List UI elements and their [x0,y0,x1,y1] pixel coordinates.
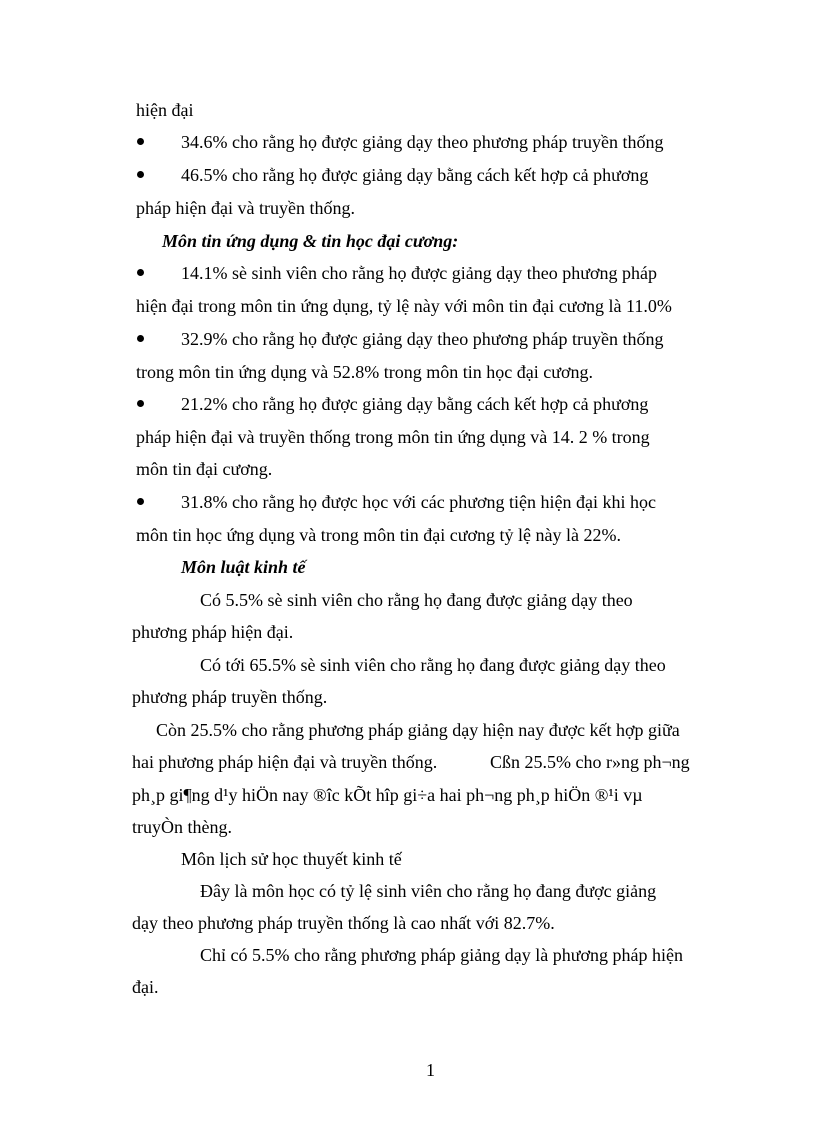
text-line: 32.9% cho rằng họ được giảng dạy theo phương pháp truyền thống [181,329,664,349]
text-line: môn tin học ứng dụng và trong môn tin đại cương tỷ lệ này là 22%. [136,525,621,545]
text-line: 46.5% cho rằng họ được giảng dạy bằng cách kết hợp cả phương [181,165,649,185]
text-line: 31.8% cho rằng họ được học với các phương tiện hiện đại khi học [181,492,656,512]
garbled-text: truyÒn thèng. [132,817,232,837]
text-line: dạy theo phương pháp truyền thống là cao nhất với 82.7%. [132,913,555,933]
bullet-icon [137,335,144,342]
garbled-text: Cßn 25.5% cho r»ng ph¬ng [490,752,690,772]
text-line: pháp hiện đại và truyền thống trong môn tin ứng dụng và 14. 2 % trong [136,427,650,447]
text-line: 21.2% cho rằng họ được giảng dạy bằng cách kết hợp cả phương [181,394,649,414]
section-heading: Môn tin ứng dụng & tin học đại cương: [162,231,459,251]
bullet-icon [137,498,144,505]
text-line: pháp hiện đại và truyền thống. [136,198,355,218]
text-line: hai phương pháp hiện đại và truyền thống. [132,752,438,772]
bullet-icon [137,138,144,145]
text-line: đại. [132,977,159,997]
bullet-icon [137,269,144,276]
text-line: 34.6% cho rằng họ được giảng dạy theo phương pháp truyền thống [181,132,664,152]
text-line: Đây là môn học có tỷ lệ sinh viên cho rằng họ đang được giảng [200,881,657,901]
text-line: Còn 25.5% cho rằng phương pháp giảng dạy hiện nay được kết hợp giữa [156,720,680,740]
text-line: Có 5.5% sè sinh viên cho rằng họ đang được giảng dạy theo [200,590,633,610]
bullet-icon [137,171,144,178]
text-line: phương pháp truyền thống. [132,687,328,707]
page-number: 1 [426,1060,435,1080]
garbled-text: ph¸p gi¶ng d¹y hiÖn nay ®îc kÕt hîp gi÷a hai ph¬ng ph¸p hiÖn ®¹i vµ [132,785,643,805]
section-heading: Môn luật kinh tế [181,557,306,577]
text-line: phương pháp hiện đại. [132,622,294,642]
text-line: Có tới 65.5% sè sinh viên cho rằng họ đang được giảng dạy theo [200,655,666,675]
text-line: trong môn tin ứng dụng và 52.8% trong môn tin học đại cương. [136,362,593,382]
bullet-icon [137,400,144,407]
text-line: 14.1% sè sinh viên cho rằng họ được giảng dạy theo phương pháp [181,263,657,283]
section-heading: Môn lịch sử học thuyết kinh tế [181,849,402,869]
text-line: hiện đại trong môn tin ứng dụng, tỷ lệ này với môn tin đại cương là 11.0% [136,296,672,316]
text-line: hiện đại [136,100,194,120]
text-line: môn tin đại cương. [136,459,273,479]
text-line: Chỉ có 5.5% cho rằng phương pháp giảng dạy là phương pháp hiện [200,945,683,965]
